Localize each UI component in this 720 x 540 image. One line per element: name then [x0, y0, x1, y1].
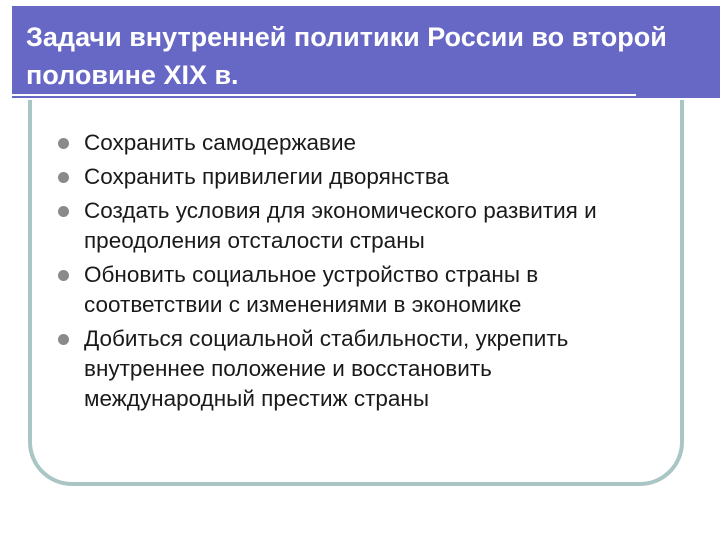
- bullet-text: Создать условия для экономического развития и преодоления отсталости страны: [84, 198, 597, 253]
- bullet-text: Обновить социальное устройство страны в соответствии с изменениями в экономике: [84, 262, 539, 317]
- bullet-list: [56, 128, 666, 418]
- bullet-dot-icon: [58, 270, 69, 281]
- title-underline: [12, 94, 636, 96]
- bullet-dot-icon: [58, 172, 69, 183]
- bullet-item: [56, 162, 666, 192]
- bullet-dot-icon: [58, 206, 69, 217]
- bullet-text: Сохранить привилегии дворянства: [84, 164, 450, 189]
- bullet-item: [56, 196, 666, 256]
- bullet-text: Сохранить самодержавие: [84, 130, 357, 155]
- bullet-item: [56, 324, 666, 414]
- slide-title: Задачи внутренней политики России во второй половине XIX в.: [26, 22, 667, 90]
- bullet-item: [56, 128, 666, 158]
- bullet-item: [56, 260, 666, 320]
- bullet-dot-icon: [58, 334, 69, 345]
- bullet-dot-icon: [58, 138, 69, 149]
- bullet-text: Добиться социальной стабильности, укрепить внутреннее положение и восстановить международный престиж страны: [84, 326, 569, 411]
